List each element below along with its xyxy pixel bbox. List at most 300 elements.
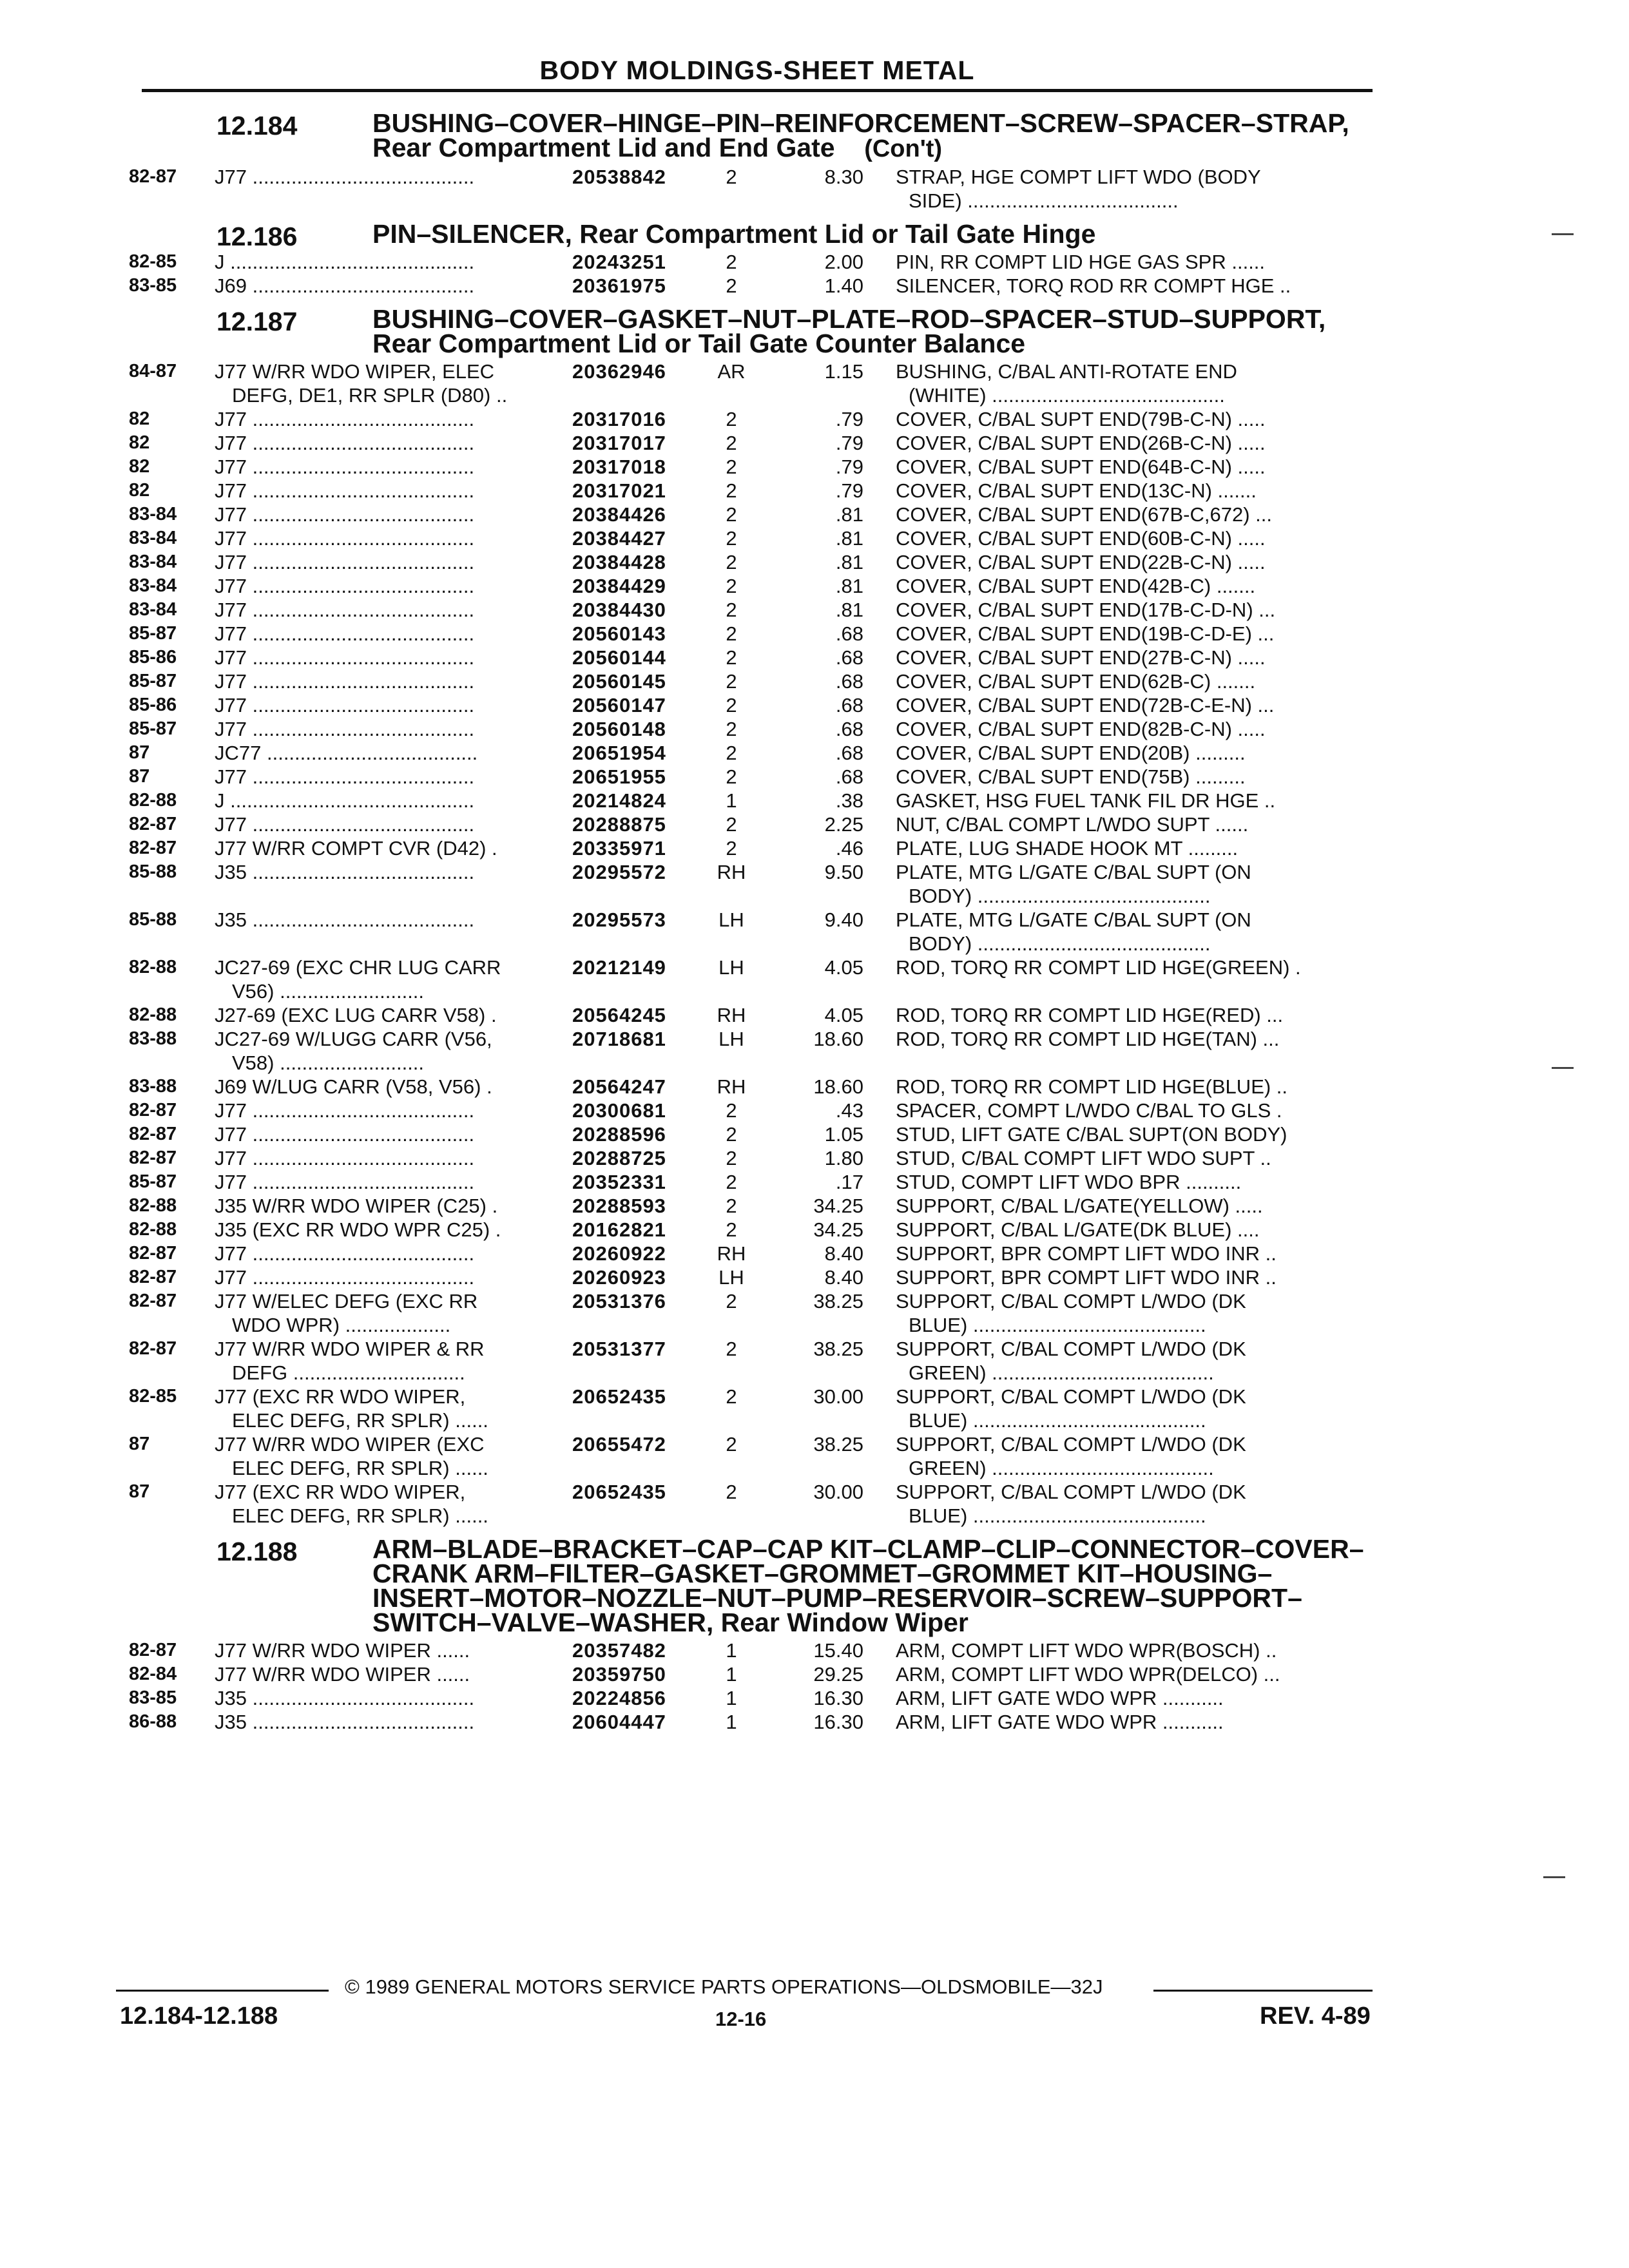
footer-copyright: © 1989 GENERAL MOTORS SERVICE PARTS OPERATIONS—OLDSMOBILE—32J <box>345 1975 1103 1998</box>
part-description-continued: SIDE) ...................................... <box>909 189 1179 212</box>
part-number: 20560148 <box>572 718 666 740</box>
model-application: J77 (EXC RR WDO WIPER, <box>215 1385 466 1408</box>
price: 8.40 <box>824 1266 863 1289</box>
part-number: 20652435 <box>572 1481 666 1503</box>
part-number: 20384426 <box>572 503 666 526</box>
price: .17 <box>835 1171 863 1193</box>
model-application-continued: V56) .......................... <box>232 980 425 1003</box>
part-row <box>0 1662 1629 1686</box>
part-number: 20361975 <box>572 274 666 297</box>
part-number: 20300681 <box>572 1099 666 1122</box>
part-number: 20317021 <box>572 479 666 502</box>
model-application-continued: DEFG, DE1, RR SPLR (D80) .. <box>232 384 508 407</box>
part-number: 20651955 <box>572 765 666 788</box>
quantity: 2 <box>726 1433 737 1456</box>
quantity: 2 <box>726 646 737 669</box>
quantity: 2 <box>726 527 737 550</box>
part-number: 20384427 <box>572 527 666 550</box>
price: 8.40 <box>824 1242 863 1265</box>
quantity: LH <box>718 956 744 979</box>
part-row <box>0 669 1629 693</box>
part-description: ARM, LIFT GATE WDO WPR ........... <box>896 1711 1224 1733</box>
model-application-continued: V58) .......................... <box>232 1052 425 1074</box>
part-row <box>0 1003 1629 1027</box>
part-description: ROD, TORQ RR COMPT LID HGE(TAN) ... <box>896 1028 1280 1050</box>
part-row <box>0 165 1629 213</box>
quantity: 2 <box>726 503 737 526</box>
model-application: J77 ........................................ <box>215 765 475 788</box>
part-description-continued: GREEN) ........................................ <box>909 1457 1214 1479</box>
price: 30.00 <box>813 1385 863 1408</box>
price: .79 <box>835 456 863 478</box>
price: 2.00 <box>824 251 863 273</box>
part-number: 20560143 <box>572 622 666 645</box>
part-number: 20288725 <box>572 1147 666 1169</box>
model-years: 82-87 <box>129 1243 177 1264</box>
quantity: 2 <box>726 742 737 764</box>
quantity: 2 <box>726 456 737 478</box>
quantity: 2 <box>726 1099 737 1122</box>
price: 1.05 <box>824 1123 863 1146</box>
price: 38.25 <box>813 1433 863 1456</box>
model-years: 82-87 <box>129 1291 177 1311</box>
part-row <box>0 1027 1629 1075</box>
part-row <box>0 956 1629 1003</box>
part-row <box>0 908 1629 956</box>
footer-page-number: 12-16 <box>715 2008 767 2030</box>
quantity: LH <box>718 1266 744 1289</box>
part-row <box>0 431 1629 455</box>
model-years: 82-87 <box>129 1124 177 1144</box>
part-row <box>0 1385 1629 1432</box>
model-years: 83-84 <box>129 599 177 620</box>
model-years: 82-84 <box>129 1664 177 1684</box>
part-description-continued: BLUE) .......................................... <box>909 1314 1206 1336</box>
part-description: COVER, C/BAL SUPT END(22B-C-N) ..... <box>896 551 1266 573</box>
section-continued-note: (Con't) <box>864 135 943 162</box>
part-description: SUPPORT, C/BAL COMPT L/WDO (DK <box>896 1385 1246 1408</box>
model-years: 85-87 <box>129 718 177 739</box>
margin-mark <box>1552 233 1574 235</box>
part-row <box>0 1710 1629 1734</box>
part-number: 20655472 <box>572 1433 666 1456</box>
section-title <box>372 304 1371 358</box>
model-application: J77 ........................................ <box>215 694 475 716</box>
part-row <box>0 1337 1629 1385</box>
model-years: 82 <box>129 456 150 477</box>
model-years: 82-85 <box>129 1386 177 1407</box>
model-application: J77 ........................................ <box>215 456 475 478</box>
part-description: SUPPORT, C/BAL COMPT L/WDO (DK <box>896 1481 1246 1503</box>
price: 30.00 <box>813 1481 863 1503</box>
price: 34.25 <box>813 1195 863 1217</box>
price: 38.25 <box>813 1290 863 1312</box>
price: .68 <box>835 765 863 788</box>
model-application-continued: ELEC DEFG, RR SPLR) ...... <box>232 1409 488 1432</box>
part-number: 20362946 <box>572 360 666 383</box>
price: 34.25 <box>813 1218 863 1241</box>
price: 4.05 <box>824 956 863 979</box>
model-application: J35 ........................................ <box>215 1711 475 1733</box>
quantity: 2 <box>726 1218 737 1241</box>
part-description: ARM, LIFT GATE WDO WPR ........... <box>896 1687 1224 1709</box>
model-years: 82 <box>129 480 150 501</box>
section-heading <box>0 108 1629 162</box>
model-application: J27-69 (EXC LUG CARR V58) . <box>215 1004 497 1026</box>
price: 1.40 <box>824 274 863 297</box>
part-number: 20295573 <box>572 908 666 931</box>
part-number: 20538842 <box>572 166 666 188</box>
quantity: 2 <box>726 813 737 836</box>
part-row <box>0 250 1629 274</box>
part-row <box>0 1242 1629 1265</box>
quantity: 2 <box>726 1385 737 1408</box>
part-row <box>0 1075 1629 1099</box>
part-description: GASKET, HSG FUEL TANK FIL DR HGE .. <box>896 789 1276 812</box>
part-row <box>0 741 1629 765</box>
part-description: SUPPORT, C/BAL L/GATE(DK BLUE) .... <box>896 1218 1260 1241</box>
quantity: 1 <box>726 1639 737 1662</box>
part-description: STUD, LIFT GATE C/BAL SUPT(ON BODY) <box>896 1123 1287 1146</box>
model-application: J35 ........................................ <box>215 861 475 883</box>
model-years: 85-87 <box>129 623 177 644</box>
quantity: 2 <box>726 1290 737 1312</box>
part-number: 20564245 <box>572 1004 666 1026</box>
part-description: COVER, C/BAL SUPT END(67B-C,672) ... <box>896 503 1273 526</box>
part-description: COVER, C/BAL SUPT END(42B-C) ....... <box>896 575 1256 597</box>
quantity: 2 <box>726 670 737 693</box>
model-years: 84-87 <box>129 361 177 381</box>
model-application-continued: ELEC DEFG, RR SPLR) ...... <box>232 1457 488 1479</box>
model-application: J77 ........................................ <box>215 575 475 597</box>
part-number: 20295572 <box>572 861 666 883</box>
part-row <box>0 550 1629 574</box>
model-years: 82-88 <box>129 1195 177 1216</box>
quantity: 1 <box>726 1663 737 1686</box>
model-application: J77 ........................................ <box>215 599 475 621</box>
price: 15.40 <box>813 1639 863 1662</box>
part-description: ARM, COMPT LIFT WDO WPR(DELCO) ... <box>896 1663 1280 1686</box>
part-number: 20162821 <box>572 1218 666 1241</box>
part-row <box>0 765 1629 789</box>
part-number: 20260923 <box>572 1266 666 1289</box>
part-description: SUPPORT, C/BAL COMPT L/WDO (DK <box>896 1338 1246 1360</box>
price: .68 <box>835 718 863 740</box>
part-description: SUPPORT, C/BAL COMPT L/WDO (DK <box>896 1290 1246 1312</box>
part-description: STRAP, HGE COMPT LIFT WDO (BODY <box>896 166 1261 188</box>
quantity: AR <box>717 360 746 383</box>
part-number: 20384428 <box>572 551 666 573</box>
model-application: J77 ........................................ <box>215 718 475 740</box>
part-row <box>0 1099 1629 1122</box>
price: .38 <box>835 789 863 812</box>
part-row <box>0 503 1629 526</box>
part-row <box>0 1480 1629 1528</box>
part-description: COVER, C/BAL SUPT END(13C-N) ....... <box>896 479 1257 502</box>
price: 9.40 <box>824 908 863 931</box>
model-years: 83-84 <box>129 552 177 572</box>
price: 9.50 <box>824 861 863 883</box>
price: .79 <box>835 432 863 454</box>
model-years: 87 <box>129 766 150 787</box>
part-row <box>0 1218 1629 1242</box>
part-description: SILENCER, TORQ ROD RR COMPT HGE .. <box>896 274 1291 297</box>
model-years: 82-87 <box>129 1267 177 1287</box>
quantity: 2 <box>726 599 737 621</box>
model-application: J35 W/RR WDO WIPER (C25) . <box>215 1195 498 1217</box>
part-description: STUD, C/BAL COMPT LIFT WDO SUPT .. <box>896 1147 1271 1169</box>
part-description: BUSHING, C/BAL ANTI-ROTATE END <box>896 360 1237 383</box>
model-years: 85-88 <box>129 861 177 882</box>
part-number: 20317017 <box>572 432 666 454</box>
part-row <box>0 836 1629 860</box>
part-row <box>0 812 1629 836</box>
part-row <box>0 717 1629 741</box>
part-row <box>0 574 1629 598</box>
part-number: 20224856 <box>572 1687 666 1709</box>
section-title-text: BUSHING–COVER–GASKET–NUT–PLATE–ROD–SPACER–STUD–SUPPORT, Rear Compartment Lid or Tail Gate Counter Balance <box>372 304 1326 358</box>
part-description: SUPPORT, C/BAL L/GATE(YELLOW) ..... <box>896 1195 1263 1217</box>
model-years: 85-87 <box>129 671 177 691</box>
model-application: J77 W/RR WDO WIPER & RR <box>215 1338 485 1360</box>
model-application: J77 ........................................ <box>215 408 475 430</box>
quantity: 2 <box>726 274 737 297</box>
part-description-continued: BLUE) .......................................... <box>909 1504 1206 1527</box>
model-application: J35 ........................................ <box>215 908 475 931</box>
model-application: J77 ........................................ <box>215 1171 475 1193</box>
model-years: 83-88 <box>129 1028 177 1049</box>
part-row <box>0 1686 1629 1710</box>
part-number: 20531376 <box>572 1290 666 1312</box>
footer-rule-left <box>116 1990 329 1992</box>
price: .81 <box>835 527 863 550</box>
part-row <box>0 598 1629 622</box>
section-heading <box>0 1534 1629 1637</box>
quantity: 2 <box>726 718 737 740</box>
model-application: J77 ........................................ <box>215 622 475 645</box>
part-description: SUPPORT, BPR COMPT LIFT WDO INR .. <box>896 1242 1277 1265</box>
model-years: 83-88 <box>129 1076 177 1097</box>
price: 16.30 <box>813 1687 863 1709</box>
section-title <box>372 219 1371 249</box>
part-number: 20564247 <box>572 1075 666 1098</box>
model-years: 87 <box>129 742 150 763</box>
part-description: ROD, TORQ RR COMPT LID HGE(GREEN) . <box>896 956 1301 979</box>
quantity: 2 <box>726 1338 737 1360</box>
part-number: 20260922 <box>572 1242 666 1265</box>
model-application: J77 ........................................ <box>215 551 475 573</box>
model-application: J ............................................ <box>215 251 475 273</box>
price: .46 <box>835 837 863 860</box>
model-years: 83-84 <box>129 528 177 548</box>
model-years: 82-87 <box>129 1148 177 1168</box>
model-application: J77 ........................................ <box>215 1099 475 1122</box>
part-description: COVER, C/BAL SUPT END(20B) ......... <box>896 742 1246 764</box>
part-description: NUT, C/BAL COMPT L/WDO SUPT ...... <box>896 813 1249 836</box>
quantity: LH <box>718 1028 744 1050</box>
section-title-text: PIN–SILENCER, Rear Compartment Lid or Tail Gate Hinge <box>372 219 1096 249</box>
model-years: 87 <box>129 1481 150 1502</box>
part-row <box>0 646 1629 669</box>
model-years: 82-87 <box>129 1338 177 1359</box>
model-application: J77 ........................................ <box>215 166 475 188</box>
part-description: ROD, TORQ RR COMPT LID HGE(RED) ... <box>896 1004 1284 1026</box>
section-title <box>372 1534 1371 1637</box>
model-application: J77 ........................................ <box>215 1242 475 1265</box>
quantity: RH <box>717 1075 746 1098</box>
part-number: 20560145 <box>572 670 666 693</box>
model-application: JC27-69 (EXC CHR LUG CARR <box>215 956 501 979</box>
part-row <box>0 789 1629 812</box>
part-description: COVER, C/BAL SUPT END(60B-C-N) ..... <box>896 527 1266 550</box>
part-number: 20243251 <box>572 251 666 273</box>
model-application: J77 W/RR WDO WIPER (EXC <box>215 1433 485 1456</box>
model-years: 83-85 <box>129 275 177 296</box>
part-description: ROD, TORQ RR COMPT LID HGE(BLUE) .. <box>896 1075 1288 1098</box>
price: .68 <box>835 742 863 764</box>
quantity: RH <box>717 1004 746 1026</box>
part-description: PLATE, LUG SHADE HOOK MT ......... <box>896 837 1239 860</box>
part-row <box>0 1639 1629 1662</box>
price: .68 <box>835 646 863 669</box>
model-years: 83-85 <box>129 1687 177 1708</box>
model-years: 85-88 <box>129 909 177 930</box>
quantity: 2 <box>726 551 737 573</box>
section-title-text: ARM–BLADE–BRACKET–CAP–CAP KIT–CLAMP–CLIP–CONNECTOR–COVER–CRANK ARM–FILTER–GASKET–GROMMET–GROMMET KIT–HOUSING–INSERT–MOTOR–NOZZLE–NUT–PUMP–RESERVOIR–SCREW–SUPPORT–SWITCH–VALVE–WASHER, Rear Window Wiper <box>372 1534 1364 1637</box>
part-row <box>0 1289 1629 1337</box>
quantity: 1 <box>726 789 737 812</box>
model-application: JC77 ...................................... <box>215 742 478 764</box>
part-description-continued: (WHITE) .......................................... <box>909 384 1225 407</box>
part-row <box>0 1170 1629 1194</box>
model-application: J77 (EXC RR WDO WIPER, <box>215 1481 466 1503</box>
model-years: 82-87 <box>129 814 177 834</box>
section-title-text: BUSHING–COVER–HINGE–PIN–REINFORCEMENT–SCREW–SPACER–STRAP, Rear Compartment Lid and End Gate <box>372 108 1349 162</box>
part-description-continued: BLUE) .......................................... <box>909 1409 1206 1432</box>
part-number: 20212149 <box>572 956 666 979</box>
part-number: 20560147 <box>572 694 666 716</box>
model-application: J77 W/RR WDO WIPER ...... <box>215 1663 470 1686</box>
model-years: 82 <box>129 408 150 429</box>
model-application: J77 W/RR COMPT CVR (D42) . <box>215 837 497 860</box>
model-application-continued: WDO WPR) ................... <box>232 1314 451 1336</box>
part-row <box>0 1122 1629 1146</box>
quantity: 1 <box>726 1687 737 1709</box>
part-description-continued: BODY) .......................................... <box>909 885 1211 907</box>
price: .68 <box>835 670 863 693</box>
part-row <box>0 526 1629 550</box>
footer-revision: REV. 4-89 <box>1260 2003 1371 2030</box>
part-description: STUD, COMPT LIFT WDO BPR .......... <box>896 1171 1242 1193</box>
quantity: 2 <box>726 694 737 716</box>
part-number: 20652435 <box>572 1385 666 1408</box>
part-description-continued: BODY) .......................................... <box>909 932 1211 955</box>
section-number: 12.184 <box>217 111 298 140</box>
section-heading <box>0 219 1629 251</box>
price: .81 <box>835 503 863 526</box>
part-number: 20384429 <box>572 575 666 597</box>
part-number: 20359750 <box>572 1663 666 1686</box>
model-application: J77 ........................................ <box>215 1147 475 1169</box>
price: 29.25 <box>813 1663 863 1686</box>
model-years: 82-87 <box>129 166 177 187</box>
part-row <box>0 1146 1629 1170</box>
header-rule <box>142 89 1373 92</box>
part-description: COVER, C/BAL SUPT END(19B-C-D-E) ... <box>896 622 1275 645</box>
quantity: 2 <box>726 432 737 454</box>
part-description: COVER, C/BAL SUPT END(26B-C-N) ..... <box>896 432 1266 454</box>
price: 1.15 <box>824 360 863 383</box>
part-description: COVER, C/BAL SUPT END(72B-C-E-N) ... <box>896 694 1275 716</box>
quantity: LH <box>718 908 744 931</box>
model-years: 85-86 <box>129 695 177 715</box>
price: .81 <box>835 575 863 597</box>
part-description: ARM, COMPT LIFT WDO WPR(BOSCH) .. <box>896 1639 1277 1662</box>
model-application-continued: ELEC DEFG, RR SPLR) ...... <box>232 1504 488 1527</box>
section-number: 12.187 <box>217 307 298 336</box>
model-application: J77 ........................................ <box>215 1123 475 1146</box>
model-application: J77 ........................................ <box>215 503 475 526</box>
price: .79 <box>835 408 863 430</box>
model-years: 87 <box>129 1434 150 1454</box>
part-row <box>0 407 1629 431</box>
quantity: 2 <box>726 251 737 273</box>
part-number: 20288875 <box>572 813 666 836</box>
section-number: 12.188 <box>217 1537 298 1566</box>
price: .68 <box>835 622 863 645</box>
part-number: 20651954 <box>572 742 666 764</box>
price: 4.05 <box>824 1004 863 1026</box>
model-application: J77 W/RR WDO WIPER ...... <box>215 1639 470 1662</box>
model-years: 82-88 <box>129 1004 177 1025</box>
part-row <box>0 1265 1629 1289</box>
quantity: 1 <box>726 1711 737 1733</box>
quantity: 2 <box>726 166 737 188</box>
part-description: COVER, C/BAL SUPT END(17B-C-D-N) ... <box>896 599 1276 621</box>
model-application: J77 ........................................ <box>215 1266 475 1289</box>
model-application: J ............................................ <box>215 789 475 812</box>
section-heading <box>0 304 1629 358</box>
price: 1.80 <box>824 1147 863 1169</box>
model-application: J35 (EXC RR WDO WPR C25) . <box>215 1218 501 1241</box>
part-description: COVER, C/BAL SUPT END(82B-C-N) ..... <box>896 718 1266 740</box>
part-row <box>0 1194 1629 1218</box>
part-description: COVER, C/BAL SUPT END(62B-C) ....... <box>896 670 1256 693</box>
quantity: 2 <box>726 1147 737 1169</box>
part-description: SUPPORT, BPR COMPT LIFT WDO INR .. <box>896 1266 1277 1289</box>
part-number: 20288593 <box>572 1195 666 1217</box>
quantity: 2 <box>726 1481 737 1503</box>
model-years: 82-88 <box>129 957 177 977</box>
page-header-title: BODY MOLDINGS-SHEET METAL <box>539 55 975 85</box>
model-application: J77 W/RR WDO WIPER, ELEC <box>215 360 495 383</box>
part-description: SPACER, COMPT L/WDO C/BAL TO GLS . <box>896 1099 1282 1122</box>
model-application: J35 ........................................ <box>215 1687 475 1709</box>
model-application: J77 ........................................ <box>215 813 475 836</box>
quantity: 2 <box>726 622 737 645</box>
model-years: 82-87 <box>129 1640 177 1660</box>
part-description: PLATE, MTG L/GATE C/BAL SUPT (ON <box>896 908 1251 931</box>
part-description: COVER, C/BAL SUPT END(27B-C-N) ..... <box>896 646 1266 669</box>
part-number: 20352331 <box>572 1171 666 1193</box>
part-number: 20335971 <box>572 837 666 860</box>
price: .43 <box>835 1099 863 1122</box>
price: 18.60 <box>813 1028 863 1050</box>
quantity: 2 <box>726 765 737 788</box>
part-row <box>0 693 1629 717</box>
model-years: 82-88 <box>129 1219 177 1240</box>
quantity: 2 <box>726 837 737 860</box>
